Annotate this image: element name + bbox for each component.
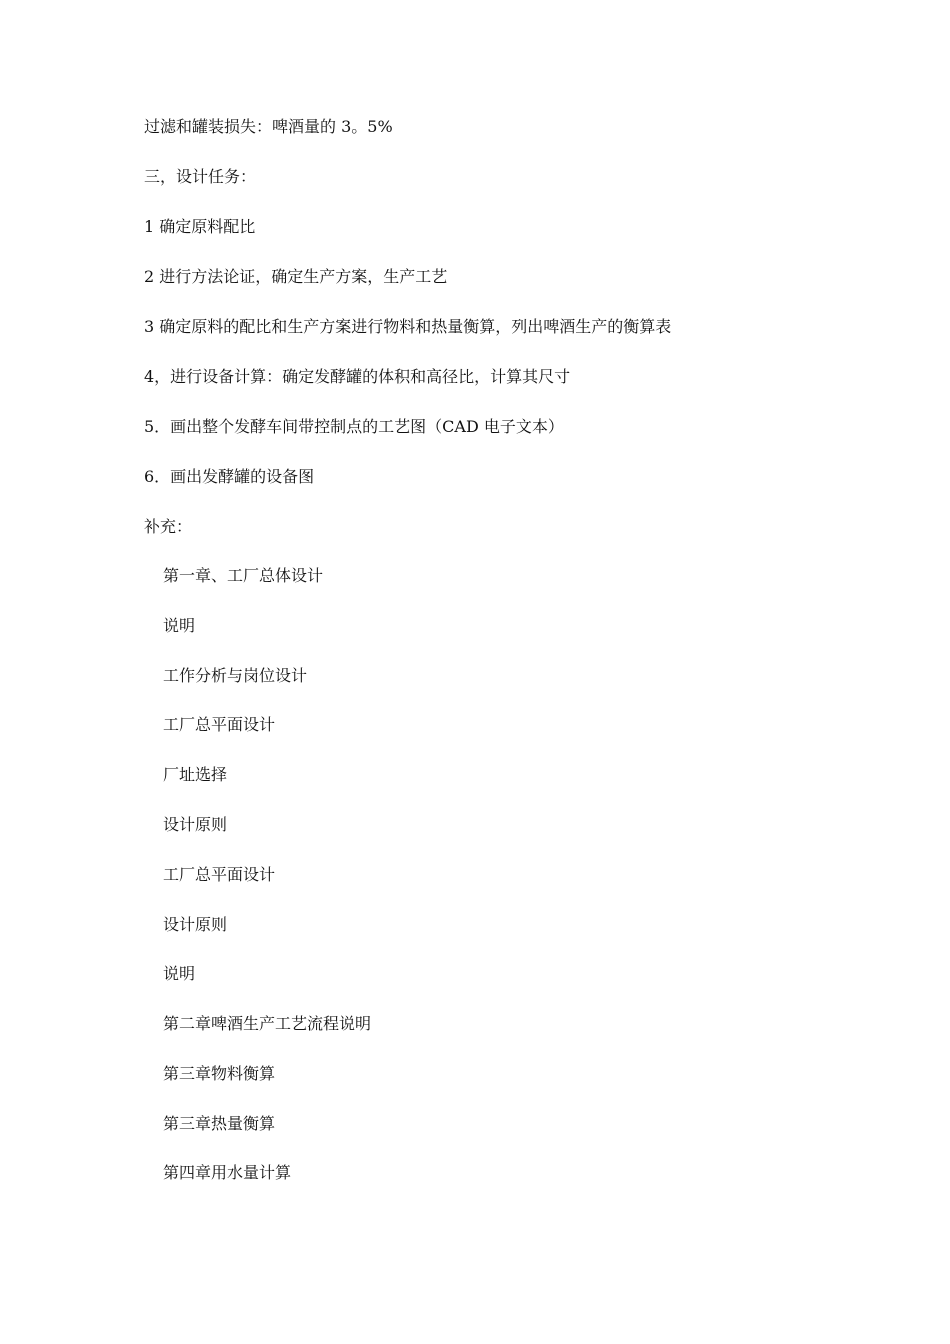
supplement-item: 厂址选择 bbox=[163, 765, 228, 784]
supplement-item: 说明 bbox=[163, 616, 196, 635]
section-heading-design-tasks: 三，设计任务： bbox=[144, 167, 257, 186]
supplement-item: 第二章啤酒生产工艺流程说明 bbox=[163, 1014, 372, 1033]
supplement-heading: 补充： bbox=[144, 517, 193, 536]
supplement-item: 第三章物料衡算 bbox=[163, 1064, 276, 1083]
supplement-item: 设计原则 bbox=[163, 815, 228, 834]
supplement-item: 工厂总平面设计 bbox=[163, 715, 276, 734]
supplement-item: 第三章热量衡算 bbox=[163, 1114, 276, 1133]
task-item-3: 3 确定原料的配比和生产方案进行物料和热量衡算，列出啤酒生产的衡算表 bbox=[144, 317, 672, 336]
task-item-5: 5．画出整个发酵车间带控制点的工艺图（CAD 电子文本） bbox=[144, 417, 564, 436]
supplement-item: 第一章、工厂总体设计 bbox=[163, 566, 324, 585]
task-item-2: 2 进行方法论证，确定生产方案，生产工艺 bbox=[144, 267, 448, 286]
task-item-6: 6．画出发酵罐的设备图 bbox=[144, 467, 315, 486]
supplement-item: 设计原则 bbox=[163, 915, 228, 934]
task-item-1: 1 确定原料配比 bbox=[144, 217, 256, 236]
supplement-item: 工厂总平面设计 bbox=[163, 865, 276, 884]
loss-note: 过滤和罐装损失：啤酒量的 3。5% bbox=[144, 117, 393, 136]
supplement-item: 工作分析与岗位设计 bbox=[163, 666, 308, 685]
supplement-item: 第四章用水量计算 bbox=[163, 1163, 292, 1182]
task-item-4: 4，进行设备计算：确定发酵罐的体积和高径比，计算其尺寸 bbox=[144, 367, 571, 386]
supplement-item: 说明 bbox=[163, 964, 196, 983]
